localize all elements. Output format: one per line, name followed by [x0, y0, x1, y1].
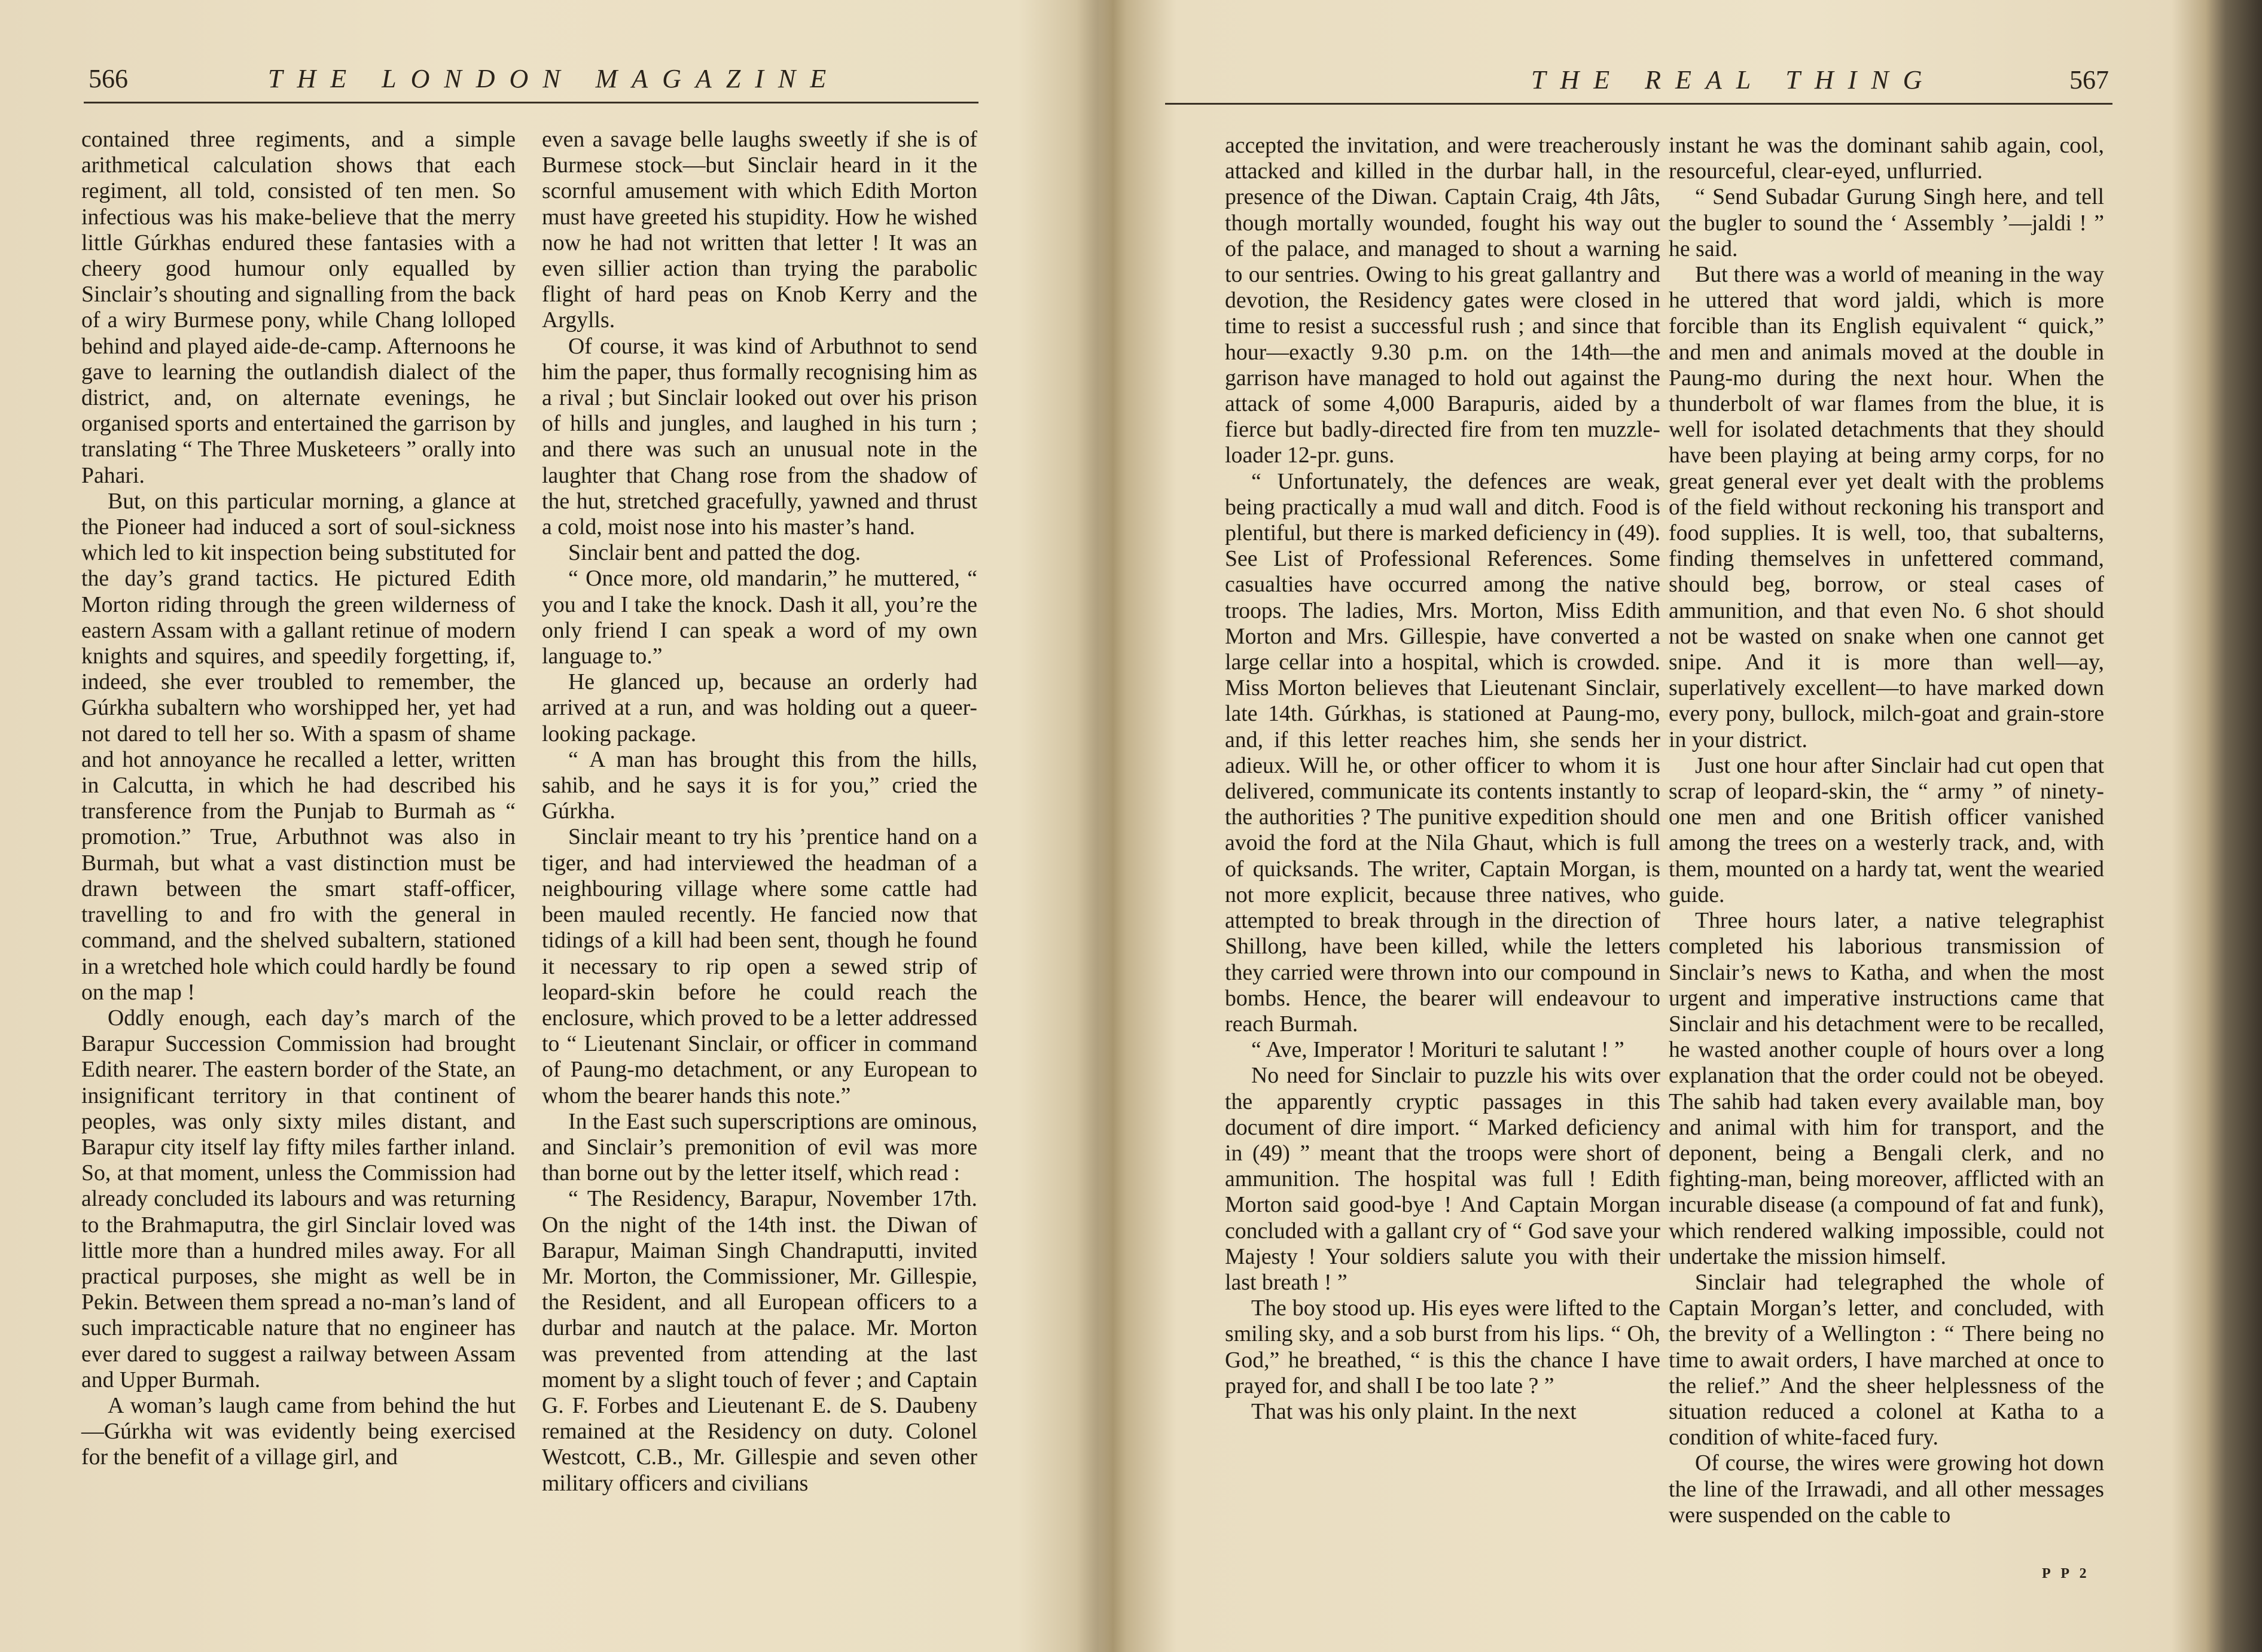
paragraph: In the East such superscriptions are ominous, and Sinclair’s premonition of evil was more than borne out by the letter itself, which read : — [542, 1108, 977, 1186]
right-page-column-1 — [1225, 133, 1660, 1425]
paragraph: Oddly enough, each day’s march of the Barapur Succession Commission had brought Edith nearer. The eastern border of the State, an insignificant territory in that continent of peoples, was only sixty miles distant, and Barapur city itself lay fifty miles farther inland. So, at that moment, unless the Commission had already concluded its labours and was returning to the Brahmaputra, the girl Sinclair loved was little more than a hundred miles away. For all practical purposes, she might as well be in Pekin. Between them spread a no-man’s land of such impracticable nature that no engineer has ever dared to suggest a railway between Assam and Upper Burmah. — [81, 1005, 516, 1392]
paragraph: “ A man has brought this from the hills, sahib, and he says it is for you,” cried the Gúrkha. — [542, 746, 977, 824]
right-page — [1095, 0, 2219, 1652]
paragraph: But, on this particular morning, a glance at the Pioneer had induced a sort of soul-sickness which led to kit inspection being substituted for the day’s grand tactics. He pictured Edith Morton riding through the green wilderness of eastern Assam with a gallant retinue of modern knights and squires, and speedily forgetting, if, indeed, she ever troubled to remember, the Gúrkha subaltern who worshipped her, yet had not dared to tell her so. With a spasm of shame and hot annoyance he recalled a letter, written in Calcutta, in which he had described his transference from the Punjab to Burmah as “ promotion.” True, Arbuthnot was also in Burmah, but what a vast distinction must be drawn between the smart staff-officer, travelling to and fro with the general in command, and the shelved subaltern, stationed in a wretched hole which could hardly be found on the map ! — [81, 488, 516, 1005]
right-page-number: 567 — [2069, 65, 2109, 95]
paragraph: Sinclair had telegraphed the whole of Captain Morgan’s letter, and concluded, with the brevity of a Wellington : “ There being no time to await orders, I have marched at once to the relief.” And the sheer helplessness of the situation reduced a colonel at Katha to a condition of white-faced fury. — [1669, 1269, 2104, 1450]
left-page-column-1 — [81, 127, 516, 1471]
left-page-column-2 — [542, 127, 977, 1496]
paragraph: accepted the invitation, and were treacherously attacked and killed in the durbar hall, in the presence of the Diwan. Captain Craig, 4th Jâts, though mortally wounded, fought his way out of the palace, and managed to shout a warning to our sentries. Owing to his great gallantry and devotion, the Residency gates were closed in time to resist a successful rush ; and since that hour—exactly 9.30 p.m. on the 14th—the garrison have managed to hold out against the attack of some 4,000 Barapuris, aided by a fierce but badly-directed fire from ten muzzle-loader 12-pr. guns. — [1225, 133, 1660, 468]
left-running-head: THE LONDON MAGAZINE — [268, 64, 841, 93]
paragraph: But there was a world of meaning in the way he uttered that word jaldi, which is more forcible than its English equivalent “ quick,” and men and animals moved at the double in Paung-mo during the next hour. When the thunderbolt of war flames from the blue, it is well for isolated detachments that they should have been playing at being army corps, for no great general ever yet dealt with the problems of the field without reckoning his transport and food supplies. It is well, too, that subalterns, finding themselves in unfettered command, should beg, borrow, or steal cases of ammunition, and that even No. 6 shot should not be wasted on snake when one cannot get snipe. And it is more than well—ay, superlatively excellent—to have marked down every pony, bullock, milch-goat and grain-store in your district. — [1669, 262, 2104, 752]
paragraph: “ Ave, Imperator ! Morituri te salutant ! ” — [1251, 1037, 1624, 1063]
paragraph: Of course, the wires were growing hot down the line of the Irrawadi, and all other messages were suspended on the cable to — [1669, 1450, 2104, 1528]
right-page-header — [1165, 61, 2112, 105]
paragraph: “ Once more, old mandarin,” he muttered, “ you and I take the knock. Dash it all, you’re the only friend I can speak a word of my own language to.” — [542, 566, 977, 669]
right-running-head: THE REAL THING — [1531, 65, 1937, 95]
paragraph: A woman’s laugh came from behind the hut—Gúrkha wit was evidently being exercised for the benefit of a village girl, and — [81, 1392, 516, 1470]
printer-signature-mark: P P 2 — [2042, 1566, 2090, 1581]
paragraph: That was his only plaint. In the next — [1251, 1398, 1577, 1424]
paragraph: contained three regiments, and a simple arithmetical calculation shows that each regiment, all told, consisted of ten men. So infectious was his make-believe that the merry little Gúrkhas endured these fantasies with a cheery good humour only equalled by Sinclair’s shouting and signalling from the back of a wiry Burmese pony, while Chang lolloped behind and played aide-de-camp. Afternoons he gave to learning the outlandish dialect of the district, and, on alternate evenings, he organised sports and entertained the garrison by translating “ The Three Musketeers ” orally into Pahari. — [81, 127, 516, 488]
paragraph: Three hours later, a native telegraphist completed his laborious transmission of Sinclair’s news to Katha, and when the most urgent and imperative instructions came that Sinclair and his detachment were to be recalled, he wasted another couple of hours over a long explanation that the order could not be obeyed. The sahib had taken every available man, boy and animal with him for transport, and the deponent, being a Bengali clerk, and no fighting-man, being moreover, afflicted with an incurable disease (a compound of fat and funk), which rendered walking impossible, could not undertake the mission himself. — [1669, 908, 2104, 1269]
paragraph: even a savage belle laughs sweetly if she is of Burmese stock—but Sinclair heard in it the scornful amusement with which Edith Morton must have greeted his stupidity. How he wished now he had not written that letter ! It was an even sillier action than trying the parabolic flight of hard peas on Knob Kerry and the Argylls. — [542, 127, 977, 333]
left-page-number: 566 — [89, 64, 128, 93]
paragraph: Sinclair bent and patted the dog. — [568, 540, 861, 566]
paragraph: instant he was the dominant sahib again, cool, resourceful, clear-eyed, unflurried. — [1669, 133, 2104, 184]
paragraph: The boy stood up. His eyes were lifted to the smiling sky, and a sob burst from his lips. “ Oh, God,” he breathed, “ is this the chance I have prayed for, and shall I be too late ? ” — [1225, 1296, 1660, 1398]
right-page-column-2 — [1669, 133, 2104, 1528]
paragraph: Sinclair meant to try his ’prentice hand on a tiger, and had interviewed the headman of a neighbouring village where some cattle had been mauled recently. He fancied now that tidings of a kill had been sent, though he found it necessary to rip open a sewed strip of leopard-skin before he could reach the enclosure, which proved to be a letter addressed to “ Lieutenant Sinclair, or officer in command of Paung-mo detachment, or any European to whom the bearer hands this note.” — [542, 824, 977, 1108]
paragraph: He glanced up, because an orderly had arrived at a run, and was holding out a queer-looking package. — [542, 669, 977, 746]
paragraph: Of course, it was kind of Arbuthnot to send him the paper, thus formally recognising him as a rival ; but Sinclair looked out over his prison of hills and jungles, and laughed in his turn ; and there was such an unusual note in the laughter that Chang rose from the shadow of the hut, stretched gracefully, yawned and thrust a cold, moist nose into his master’s hand. — [542, 333, 977, 540]
paragraph: Just one hour after Sinclair had cut open that scrap of leopard-skin, the “ army ” of ninety-one men and one British officer vanished among the trees on a westerly track, and, with them, mounted on a hardy tat, went the wearied guide. — [1669, 752, 2104, 907]
left-page — [0, 0, 1089, 1652]
paragraph: No need for Sinclair to puzzle his wits over the apparently cryptic passages in this document of dire import. “ Marked deficiency in (49) ” meant that the troops were short of ammunition. The hospital was full ! Edith Morton said good-bye ! And Captain Morgan concluded with a gallant cry of “ God save your Majesty ! Your soldiers salute you with their last breath ! ” — [1225, 1063, 1660, 1295]
paragraph: “ The Residency, Barapur, November 17th. On the night of the 14th inst. the Diwan of Barapur, Maiman Singh Chandraputti, invited Mr. Morton, the Commissioner, Mr. Gillespie, the Resident, and all European officers to a durbar and nautch at the palace. Mr. Morton was prevented from attending at the last moment by a slight touch of fever ; and Captain G. F. Forbes and Lieutenant E. de S. Daubeny remained at the Residency on duty. Colonel Westcott, C.B., Mr. Gillespie and seven other military officers and civilians — [542, 1186, 977, 1496]
left-page-header — [84, 60, 978, 103]
paragraph: “ Send Subadar Gurung Singh here, and tell the bugler to sound the ‘ Assembly ’—jaldi ! ” he said. — [1669, 184, 2104, 261]
paragraph: “ Unfortunately, the defences are weak, being practically a mud wall and ditch. Food is plentiful, but there is marked deficiency in (49). See List of Professional References. Some casualties have occurred among the native troops. The ladies, Mrs. Morton, Miss Edith Morton and Mrs. Gillespie, have converted a large cellar into a hospital, which is crowded. Miss Morton believes that Lieutenant Sinclair, late 14th. Gúrkhas, is stationed at Paung-mo, and, if this letter reaches him, she sends her adieux. Will he, or other officer to whom it is delivered, communicate its contents instantly to the authorities ? The punitive expedition should avoid the ford at the Nila Ghaut, which is full of quicksands. The writer, Captain Morgan, is not more explicit, because three natives, who attempted to break through in the direction of Shillong, have been killed, while the letters they carried were thrown into our compound in bombs. Hence, the bearer will endeavour to reach Burmah. — [1225, 468, 1660, 1037]
